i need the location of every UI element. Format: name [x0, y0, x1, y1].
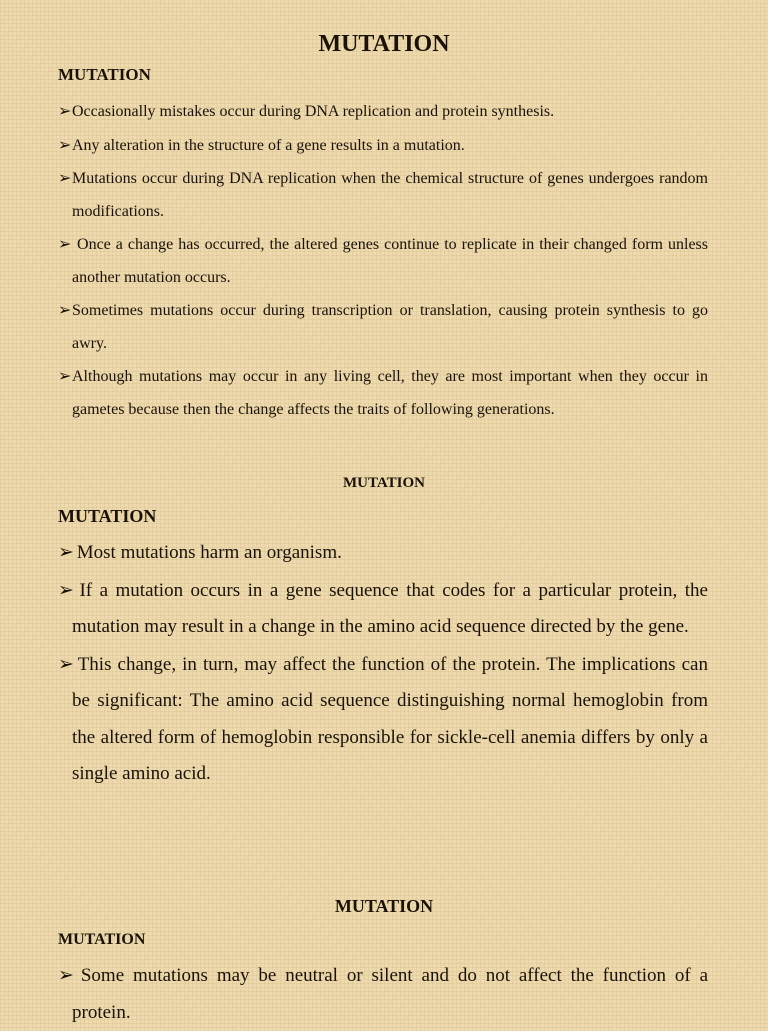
arrow-bullet-icon: ➢: [58, 101, 72, 120]
bullet-text: Once a change has occurred, the altered genes continue to replicate in their changed form unless another mutation occurs.: [72, 236, 708, 286]
bullet-text: Some mutations may be neutral or silent and do not affect the function of a protein.: [72, 965, 708, 1023]
arrow-bullet-icon: ➢: [58, 234, 72, 253]
bullet-item: [58, 957, 708, 1031]
section-1-heading: MUTATION: [58, 65, 151, 84]
bullet-item: [58, 572, 708, 646]
bullet-text: Although mutations may occur in any living cell, they are most important when they occur in gametes because then the change affects the traits of following generations.: [72, 368, 708, 418]
arrow-bullet-icon: ➢: [58, 578, 74, 601]
bullet-item: [58, 162, 708, 228]
bullet-text: Occasionally mistakes occur during DNA replication and protein synthesis.: [72, 103, 555, 120]
section-1-title: MUTATION: [318, 31, 450, 57]
arrow-bullet-icon: ➢: [58, 541, 74, 563]
section-2-title: MUTATION: [343, 475, 425, 491]
section-3-title: MUTATION: [334, 896, 434, 916]
bullet-item: [58, 129, 708, 163]
section-2-heading: MUTATION: [58, 506, 157, 526]
section-1-bullet-list: [58, 95, 708, 426]
arrow-bullet-icon: ➢: [58, 366, 72, 385]
bullet-text: Mutations occur during DNA replication when the chemical structure of genes undergoes random modifications.: [72, 170, 708, 220]
arrow-bullet-icon: ➢: [58, 964, 74, 986]
bullet-item: [58, 646, 708, 793]
bullet-item: [58, 95, 708, 129]
bullet-text: If a mutation occurs in a gene sequence that codes for a particular protein, the mutation may result in a change in the amino acid sequence directed by the gene.: [72, 579, 708, 637]
section-2-bullet-list: [58, 534, 708, 793]
section-3-bullet-list: [58, 957, 708, 1031]
arrow-bullet-icon: ➢: [58, 300, 72, 319]
bullet-text: Most mutations harm an organism.: [72, 542, 342, 563]
section-3-heading: MUTATION: [58, 931, 146, 948]
bullet-item: [58, 294, 708, 360]
bullet-text: Any alteration in the structure of a gene results in a mutation.: [72, 136, 465, 154]
bullet-item: [58, 228, 708, 294]
arrow-bullet-icon: ➢: [58, 134, 72, 154]
arrow-bullet-icon: ➢: [58, 168, 72, 187]
bullet-text: This change, in turn, may affect the function of the protein. The implications can be significant: The amino acid sequence distinguishing normal hemoglobin from the altered form of hemoglobin responsible for sickle-cell anemia differs by only a single amino acid.: [72, 653, 708, 784]
bullet-text: Sometimes mutations occur during transcription or translation, causing protein synthesis to go awry.: [72, 302, 708, 352]
arrow-bullet-icon: ➢: [58, 652, 74, 675]
bullet-item: [58, 534, 708, 572]
bullet-item: [58, 360, 708, 426]
